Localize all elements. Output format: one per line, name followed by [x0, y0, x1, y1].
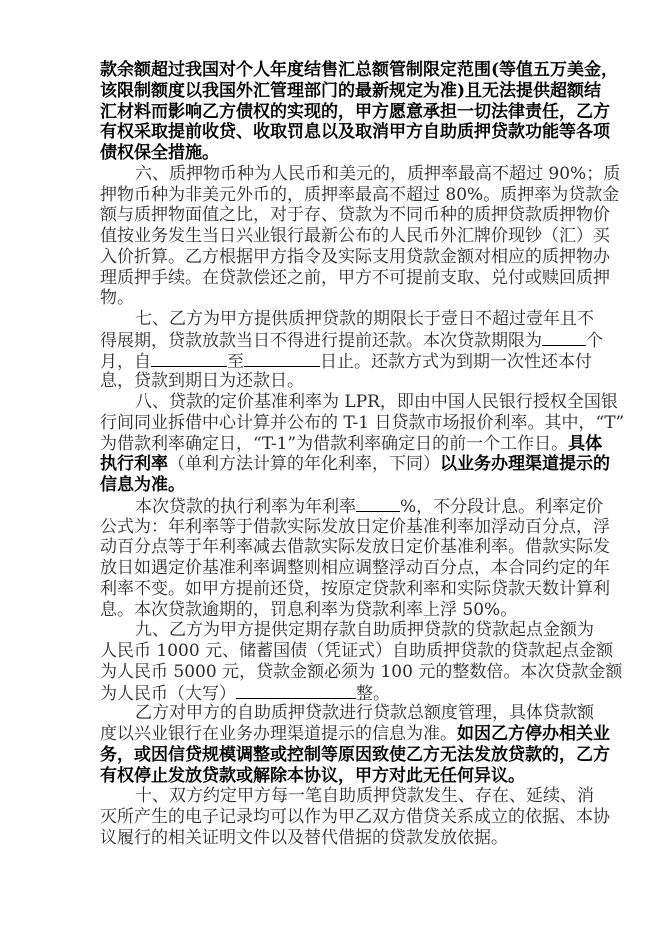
text: 值按业务发生当日兴业银行最新公布的人民币外汇牌价现钞（汇）买	[100, 226, 610, 246]
text-line	[100, 620, 594, 641]
text-line	[100, 578, 610, 600]
text: 入价折算。乙方根据甲方指令及实际支用贷款金额对相应的质押物办	[100, 246, 610, 267]
text: 动百分点等于年利率减去借款实际发放日定价基准利率。借款实际发	[100, 537, 610, 558]
text-line	[100, 205, 610, 226]
text-line	[100, 80, 602, 102]
paragraph	[100, 703, 610, 786]
bold-text: 款余额超过我国对个人年度结售汇总额管制限定范围(等值五万美金，	[100, 60, 619, 80]
text-line	[100, 330, 603, 351]
text: 物。	[100, 288, 134, 309]
text-line	[100, 703, 594, 724]
text-line	[100, 433, 603, 455]
text-line	[100, 267, 610, 289]
text-line	[100, 122, 610, 143]
text-line	[100, 351, 592, 372]
text-line	[100, 371, 566, 392]
bold-text: 务，或因信贷规模调整或控制等原因致使乙方无法发放贷款的，乙方	[100, 744, 610, 765]
text-line	[100, 246, 610, 268]
paragraph	[100, 392, 625, 496]
text: 为人民币（大写）	[100, 683, 236, 704]
text-line	[100, 101, 610, 123]
text-line	[100, 143, 566, 164]
bold-text: 有权采取提前收贷、收取罚息以及取消甲方自助质押贷款功能等各项	[100, 122, 610, 143]
paragraph	[100, 163, 621, 309]
text: 至	[227, 351, 244, 372]
bold-text: 信息为准。	[100, 475, 185, 495]
paragraph	[100, 309, 603, 392]
text: 额与质押物面值之比，对于存、贷款为不同币种的质押贷款质押物价	[100, 205, 610, 226]
text-line	[100, 537, 610, 558]
text-line	[100, 288, 566, 309]
text: 本次贷款的执行利率为年利率	[135, 496, 356, 517]
bold-text: 如因乙方停办相关业	[457, 724, 610, 744]
text: （单利方法计算的年化利率，下同）	[168, 454, 440, 475]
text-line	[100, 661, 623, 683]
paragraph	[100, 60, 619, 164]
text: 个	[586, 330, 603, 351]
text: 六、质押物币种为人民币和美元的，质押率最高不超过 90%；质	[135, 163, 621, 184]
text: 为借款利率确定日，“T-1”为借款利率确定日的前一个工作日。	[100, 433, 569, 454]
text: 议履行的相关证明文件以及替代借据的贷款发放依据。	[100, 827, 508, 848]
bold-text: 该限制额度以我国外汇管理部门的最新规定为准)且无法提供超额结	[100, 80, 602, 101]
text-line	[100, 392, 618, 413]
text-line	[100, 184, 620, 206]
text: 放日如遇定价基准利率调整则相应调整浮动百分点，本合同约定的年	[100, 558, 610, 578]
text-line	[100, 807, 610, 828]
text: 七、乙方为甲方提供质押贷款的期限长于壹日不超过壹年且不	[135, 309, 594, 329]
bold-text: 执行利率	[100, 454, 168, 475]
bold-text: 以业务办理渠道提示的	[440, 454, 610, 475]
text-line	[100, 786, 594, 807]
text-line	[100, 766, 566, 787]
text: 月，自	[100, 351, 151, 372]
text-line	[100, 683, 566, 704]
text-line	[100, 744, 610, 766]
blank-fill-field[interactable]	[542, 330, 586, 346]
blank-fill-field[interactable]	[356, 496, 400, 512]
text: 得展期，贷款放款当日不得进行提前还款。本次贷款期限为	[100, 330, 542, 351]
text-line	[100, 724, 610, 745]
text: 度以兴业银行在业务办理渠道提示的信息为准。	[100, 724, 457, 744]
text: 整。	[356, 683, 390, 704]
text-line	[100, 600, 566, 621]
text-line	[100, 516, 610, 538]
text: 行间同业拆借中心计算并公布的 T-1 日贷款市场报价利率。其中，“T”	[100, 412, 625, 433]
text-line	[100, 496, 604, 517]
blank-fill-field[interactable]	[236, 683, 356, 699]
text: 十、双方约定甲方每一笔自助质押贷款发生、存在、延续、消	[135, 786, 594, 807]
text: 理质押手续。在贷款偿还之前，甲方不可提前支取、兑付或赎回质押	[100, 267, 610, 288]
bold-text: 债权保全措施。	[100, 143, 219, 163]
text: 利率不变。如甲方提前还贷，按原定贷款利率和实际贷款天数计算利	[100, 578, 610, 599]
text: 息。本次贷款逾期的，罚息利率为贷款利率上浮 50%。	[100, 599, 518, 620]
text: 灭所产生的电子记录均可以作为甲乙双方借贷关系成立的依据、本协	[100, 807, 610, 827]
text: 为人民币 5000 元，贷款金额必须为 100 元的整数倍。本次贷款金额	[100, 661, 623, 682]
text-line	[100, 558, 610, 579]
paragraph	[100, 496, 610, 621]
text: 八、贷款的定价基准利率为 LPR，即由中国人民银行授权全国银	[135, 392, 618, 412]
text: 九、乙方为甲方提供定期存款自助质押贷款的贷款起点金额为	[135, 620, 594, 641]
text-line	[100, 475, 566, 496]
text-line	[100, 454, 610, 475]
text: 乙方对甲方的自助质押贷款进行贷款总额度管理，具体贷款额	[135, 703, 594, 724]
text-line	[100, 412, 625, 434]
document-page	[100, 60, 625, 849]
text: 人民币 1000 元、储蓄国债（凭证式）自助质押贷款的贷款起点金额	[100, 641, 614, 661]
text: 息，贷款到期日为还款日。	[100, 371, 304, 392]
text-line	[100, 309, 594, 330]
bold-text: 汇材料而影响乙方债权的实现的，甲方愿意承担一切法律责任，乙方	[100, 101, 610, 122]
blank-fill-field[interactable]	[151, 351, 227, 367]
text-line	[100, 828, 566, 849]
paragraph	[100, 620, 623, 704]
text-line	[100, 641, 614, 662]
text: 日止。还款方式为到期一次性还本付	[320, 351, 592, 372]
bold-text: 具体	[568, 433, 603, 454]
text-line	[100, 60, 619, 81]
text: %，不分段计息。利率定价	[400, 496, 604, 517]
blank-fill-field[interactable]	[244, 351, 320, 367]
bold-text: 有权停止发放贷款或解除本协议，甲方对此无任何异议。	[100, 765, 525, 786]
text: 公式为：年利率等于借款实际发放日定价基准利率加浮动百分点，浮	[100, 516, 610, 537]
text-line	[100, 163, 621, 185]
text: 押物币种为非美元外币的，质押率最高不超过 80%。质押率为贷款金	[100, 184, 620, 205]
text-line	[100, 226, 610, 247]
paragraph	[100, 786, 610, 848]
